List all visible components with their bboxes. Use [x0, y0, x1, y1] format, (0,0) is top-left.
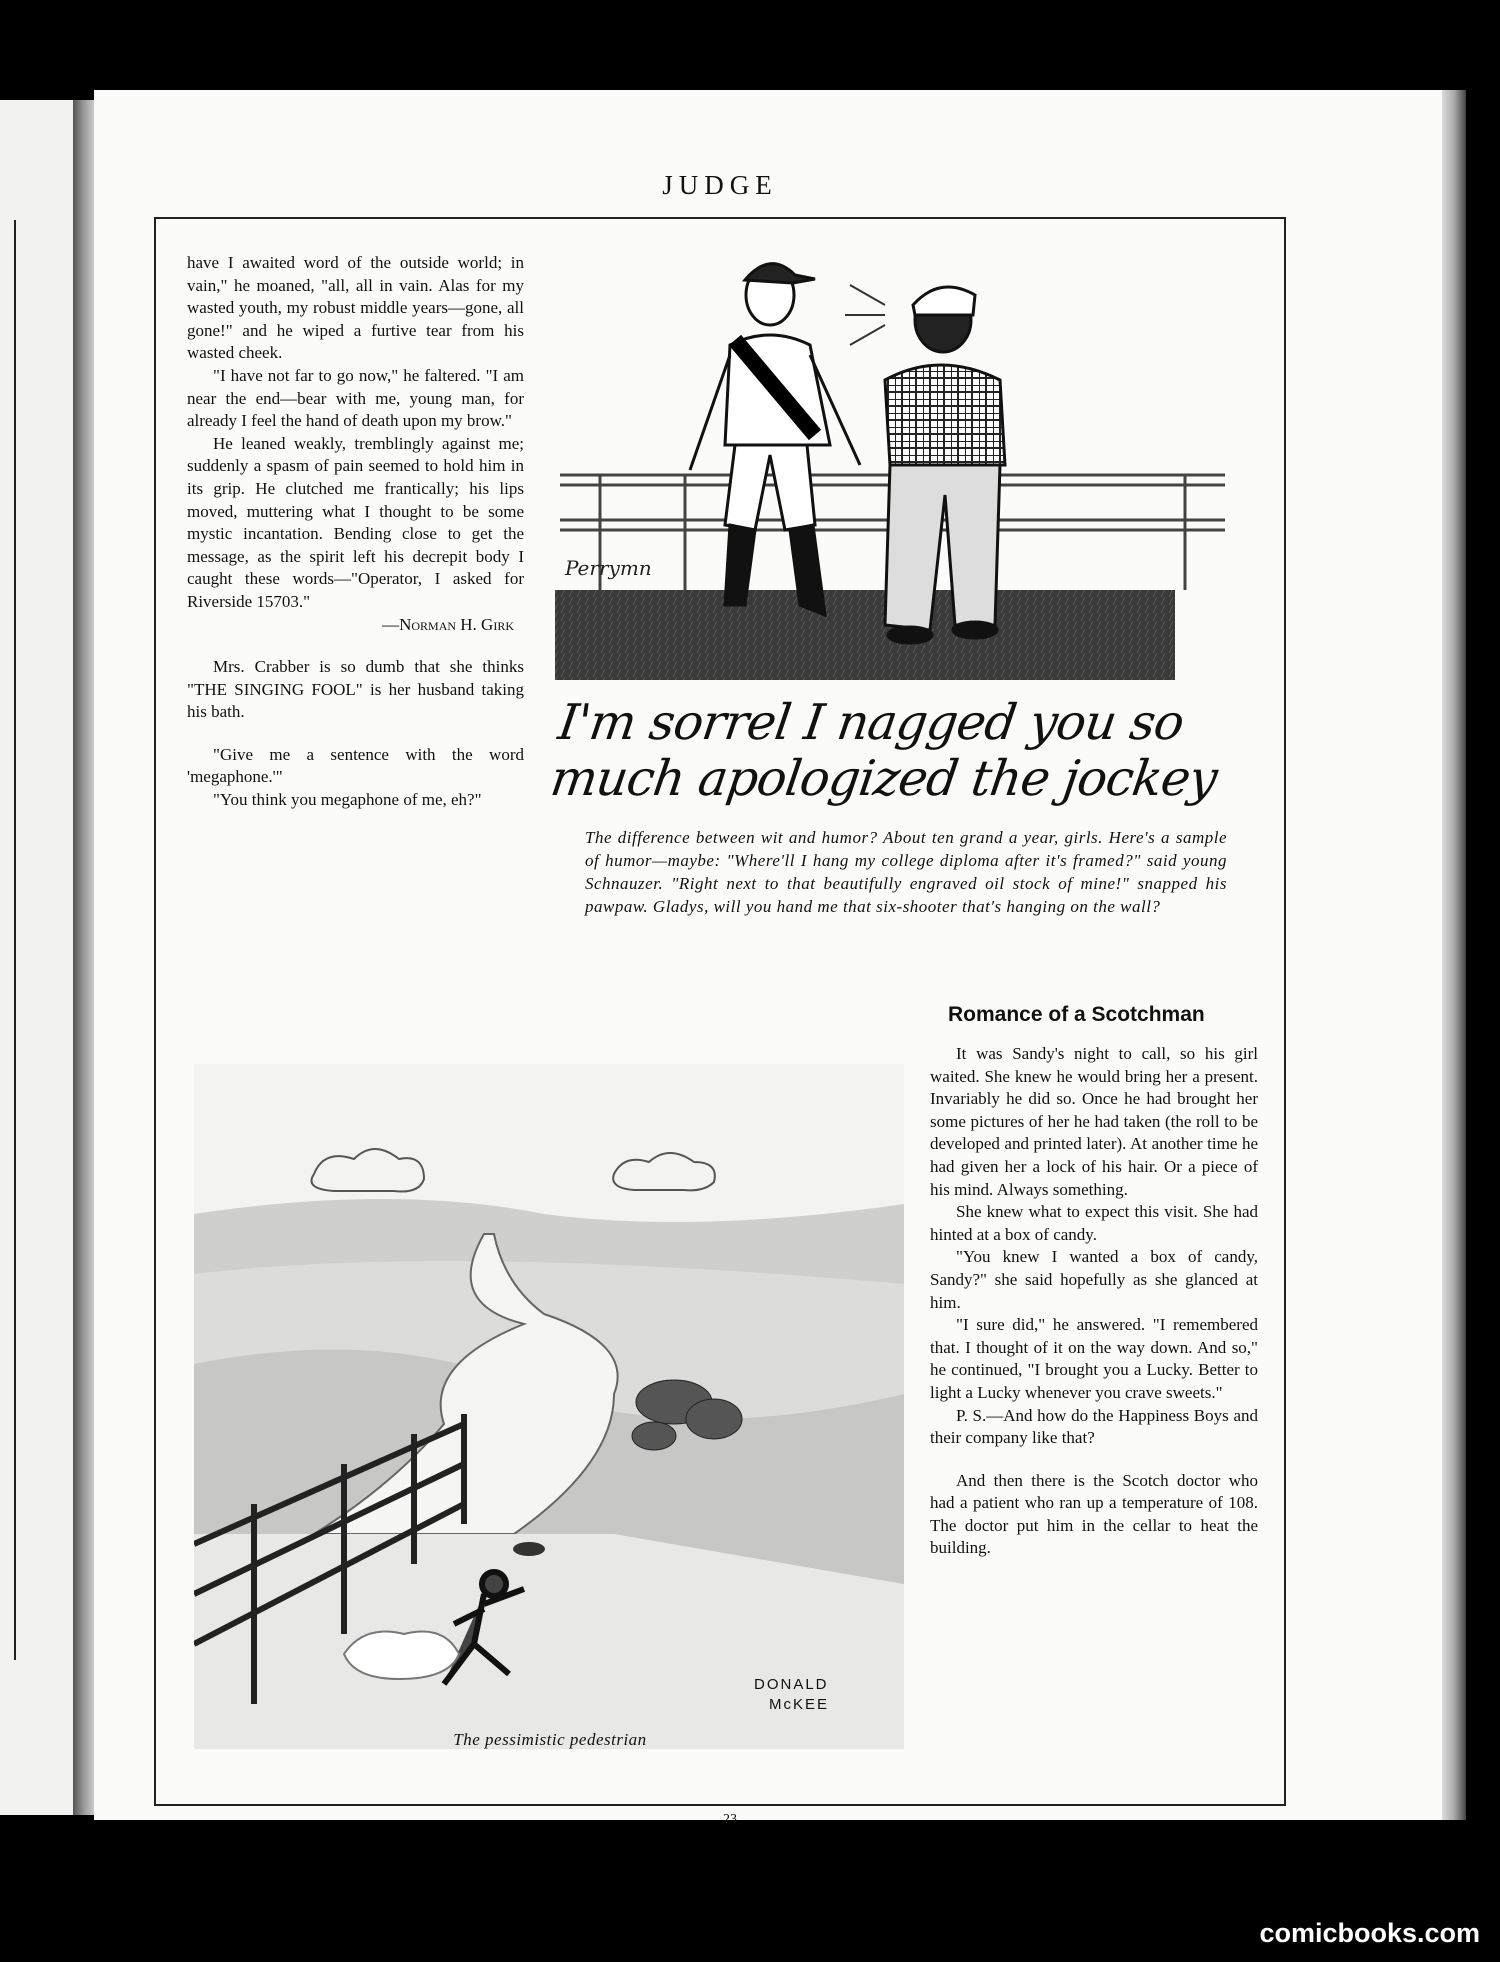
story-paragraph: "I sure did," he answered. "I remembered that. I thought of it on the way down. And so," he continued, "I brought you a Lucky. Better to light a Lucky whenever you crave sweets." — [930, 1315, 1258, 1402]
joke-paragraph: "Give me a sentence with the word 'megaphone.'" — [187, 744, 524, 787]
story-title: Romance of a Scotchman — [948, 1003, 1205, 1026]
author-signature: —Norman H. Girk — [382, 614, 514, 634]
humor-paragraph: The difference between wit and humor? About ten grand a year, girls. Here's a sample of humor—maybe: "Where'll I hang my college diploma after it's framed?" said young Schnauzer. "Right next to that beautifully engraved oil stock of mine!" snapped his pawpaw. Gladys, will you hand me that six-shooter that's hanging on the wall? — [585, 828, 1227, 916]
masthead: JUDGE — [662, 170, 778, 200]
cartoon-caption: The pessimistic pedestrian — [453, 1730, 647, 1749]
story-paragraph: She knew what to expect this visit. She had hinted at a box of candy. — [930, 1202, 1258, 1244]
story-paragraph: P. S.—And how do the Happiness Boys and their company like that? — [930, 1405, 1258, 1448]
right-column — [930, 1043, 1258, 1560]
artist-signature: Perrymn — [565, 556, 652, 580]
cartoon-caption-script: I'm sorrel I nagged you so much apologized the jockey — [547, 694, 1221, 807]
joke-paragraph: And then there is the Scotch doctor who had a patient who ran up a temperature of 108. The doctor put him in the cellar to heat the building. — [930, 1470, 1258, 1558]
artist-signature-line-2: McKEE — [769, 1696, 830, 1713]
pedestrian-cartoon-illustration — [194, 1064, 904, 1749]
story-end-paragraph: "I have not far to go now," he faltered. "I am near the end—bear with me, young man, for already I feel the hand of death upon my brow." — [187, 365, 524, 431]
watermark: comicbooks.com — [1259, 1918, 1480, 1948]
story-end-paragraph: have I awaited word of the outside world; in vain," he moaned, "all, all in vain. Alas for my wasted youth, my robust middle years—gone, all gone!" and he wiped a furtive tear from his wasted cheek. — [187, 253, 524, 363]
book-spine — [73, 100, 95, 1815]
story-paragraph: "You knew I wanted a box of candy, Sandy?" she said hopefully as she glanced at him. — [930, 1247, 1258, 1312]
joke-paragraph: Mrs. Crabber is so dumb that she thinks "THE SINGING FOOL" is her husband taking his bath. — [187, 657, 524, 722]
joke-paragraph: "You think you megaphone of me, eh?" — [213, 790, 482, 810]
story-end-paragraph: He leaned weakly, tremblingly against me; suddenly a spasm of pain seemed to hold him in its grip. He clutched me frantically; his lips moved, muttering what I thought to be some mystic incantation. Bending close to get the message, as the spirit left his decrepit body I caught these words—"Operator, I asked for Riverside 15703." — [187, 433, 524, 611]
page-number: 23 — [723, 1812, 737, 1827]
page-edge-shadow — [1442, 90, 1466, 1820]
jockey-cartoon-illustration — [545, 245, 1245, 700]
artist-signature-line-1: DONALD — [754, 1676, 829, 1693]
left-column — [187, 252, 524, 812]
story-paragraph: It was Sandy's night to call, so his girl waited. She knew he would bring her a present. Invariably he did so. Once he had brought her some pictures of her he had taken (the roll to be developed and printed later). At another time he had given her a lock of his hair. Or a piece of his mind. Always something. — [930, 1044, 1258, 1199]
